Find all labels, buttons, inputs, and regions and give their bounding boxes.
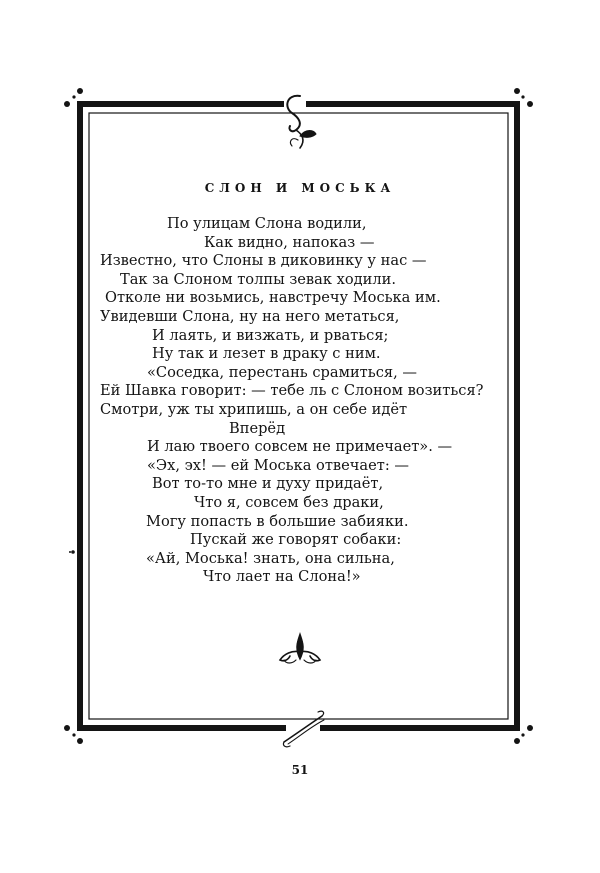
poem-line: И лаю твоего совсем не примечает». — (147, 438, 453, 456)
poem-line: Увидевши Слона, ну на него метаться, (100, 307, 400, 325)
page-number: 51 (291, 763, 309, 777)
fleuron-ornament (280, 633, 320, 663)
poem-line: И лаять, и визжать, и рваться; (152, 326, 389, 344)
poem-line: Что я, совсем без драки, (194, 493, 384, 511)
poem-line: Как видно, напоказ — (204, 233, 375, 251)
poem-line: Могу попасть в большие забияки. (146, 512, 409, 530)
poem-line: Ну так и лезет в драку с ним. (152, 345, 381, 363)
bottom-flourish-ornament (283, 711, 324, 747)
poem-line: По улицам Слона водили, (167, 215, 367, 232)
left-side-mark (69, 550, 75, 554)
poem-line: Вперёд (229, 419, 286, 437)
poem-line: «Эх, эх! — ей Моська отвечает: — (147, 456, 409, 474)
poem-body (100, 215, 520, 587)
poem-line: «Соседка, перестань срамиться, — (147, 363, 417, 381)
poem-line: Смотри, уж ты хрипишь, а он себе идёт (100, 400, 408, 418)
poem-line: «Ай, Моська! знать, она сильна, (146, 549, 395, 567)
poem-line: Что лает на Слона!» (203, 568, 361, 586)
poem-line: Так за Слоном толпы зевак ходили. (120, 270, 396, 288)
poem-line: Отколе ни возьмись, навстречу Моська им. (105, 289, 441, 307)
poem-line: Ей Шавка говорит: — тебе ль с Слоном возиться? (100, 382, 484, 400)
poem-line: Вот то-то мне и духу придаёт, (152, 475, 384, 493)
poem-line: Пускай же говорят собаки: (190, 531, 402, 549)
poem-line: Известно, что Слоны в диковинку у нас — (100, 252, 427, 270)
poem-title: СЛОН И МОСЬКА (204, 181, 396, 195)
